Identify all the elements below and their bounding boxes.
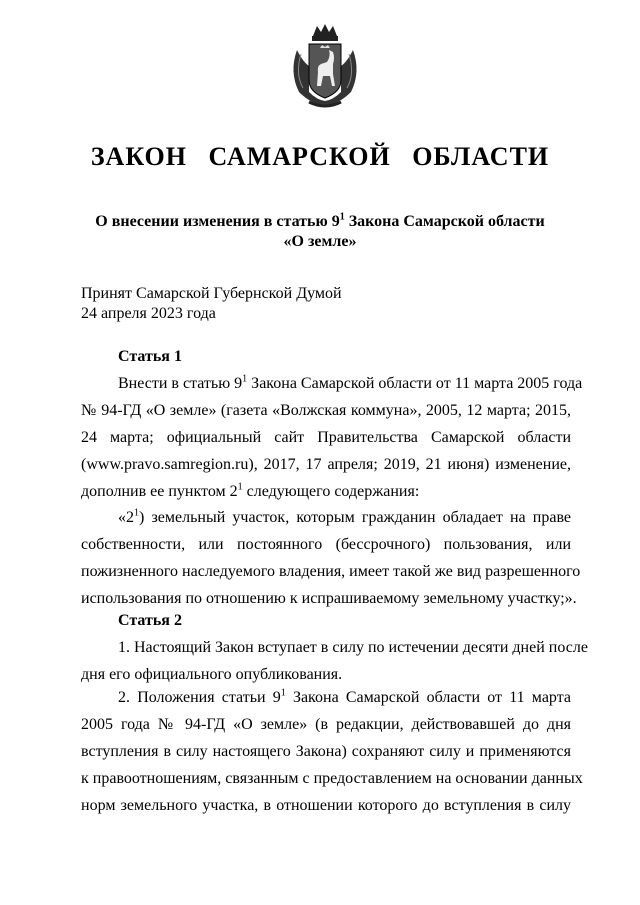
adoption-date: 24 апреля 2023 года bbox=[81, 305, 216, 322]
coat-of-arms-emblem bbox=[287, 22, 363, 108]
title-word: САМАРСКОЙ bbox=[208, 142, 391, 171]
subtitle-line-1: О внесении изменения в статью $9^1$ Закона Самарской области bbox=[95, 211, 545, 230]
adoption-info bbox=[81, 284, 342, 324]
article-2-paragraph-1: 1. Настоящий Закон вступает в силу по истечении десяти дней после дня его официального опубликования. bbox=[81, 639, 588, 683]
title-word: ЗАКОН bbox=[90, 142, 187, 171]
article-1-paragraph-2: «$2^1$) земельный участок, которым гражданин обладает на праве собственности, или постоянного (бессрочного) пользования, или пожизненного наследуемого владения, имеет такой же вид разрешенного использования по отношению к испрашиваемому земельному участку;». bbox=[81, 507, 581, 607]
article-2-heading: Статья 2 bbox=[118, 612, 182, 629]
adoption-body: Принят Самарской Губернской Думой bbox=[81, 285, 342, 302]
title-word: ОБЛАСТИ bbox=[412, 142, 550, 171]
article-1-heading: Статья 1 bbox=[118, 348, 182, 365]
article-1-paragraph-1: Внести в статью $9^1$ Закона Самарской области от 11 марта 2005 года № 94-ГД «О земле» (газета «Волжская коммуна», 2005, 12 марта; 2015, 24 марта; официальный сайт Правительства Самарской области (www.pravo.samregion.ru), 2017, 17 апреля; 2019, 21 июня) изменение, дополнив ее пунктом $2^1$ следующего содержания: bbox=[81, 373, 583, 500]
document-subtitle bbox=[0, 212, 640, 252]
article-2-paragraph-2: 2. Положения статьи $9^1$ Закона Самарской области от 11 марта 2005 года № 94-ГД «О земле» (в редакции, действовавшей до дня вступления в силу настоящего Закона) сохраняют силу и применяются к правоотношениям, связанным с предоставлением на основании данных норм земельного участка, в отношении которого до вступления в силу bbox=[81, 687, 583, 814]
document-title bbox=[0, 142, 640, 172]
subtitle-line-2: «О земле» bbox=[283, 233, 357, 250]
